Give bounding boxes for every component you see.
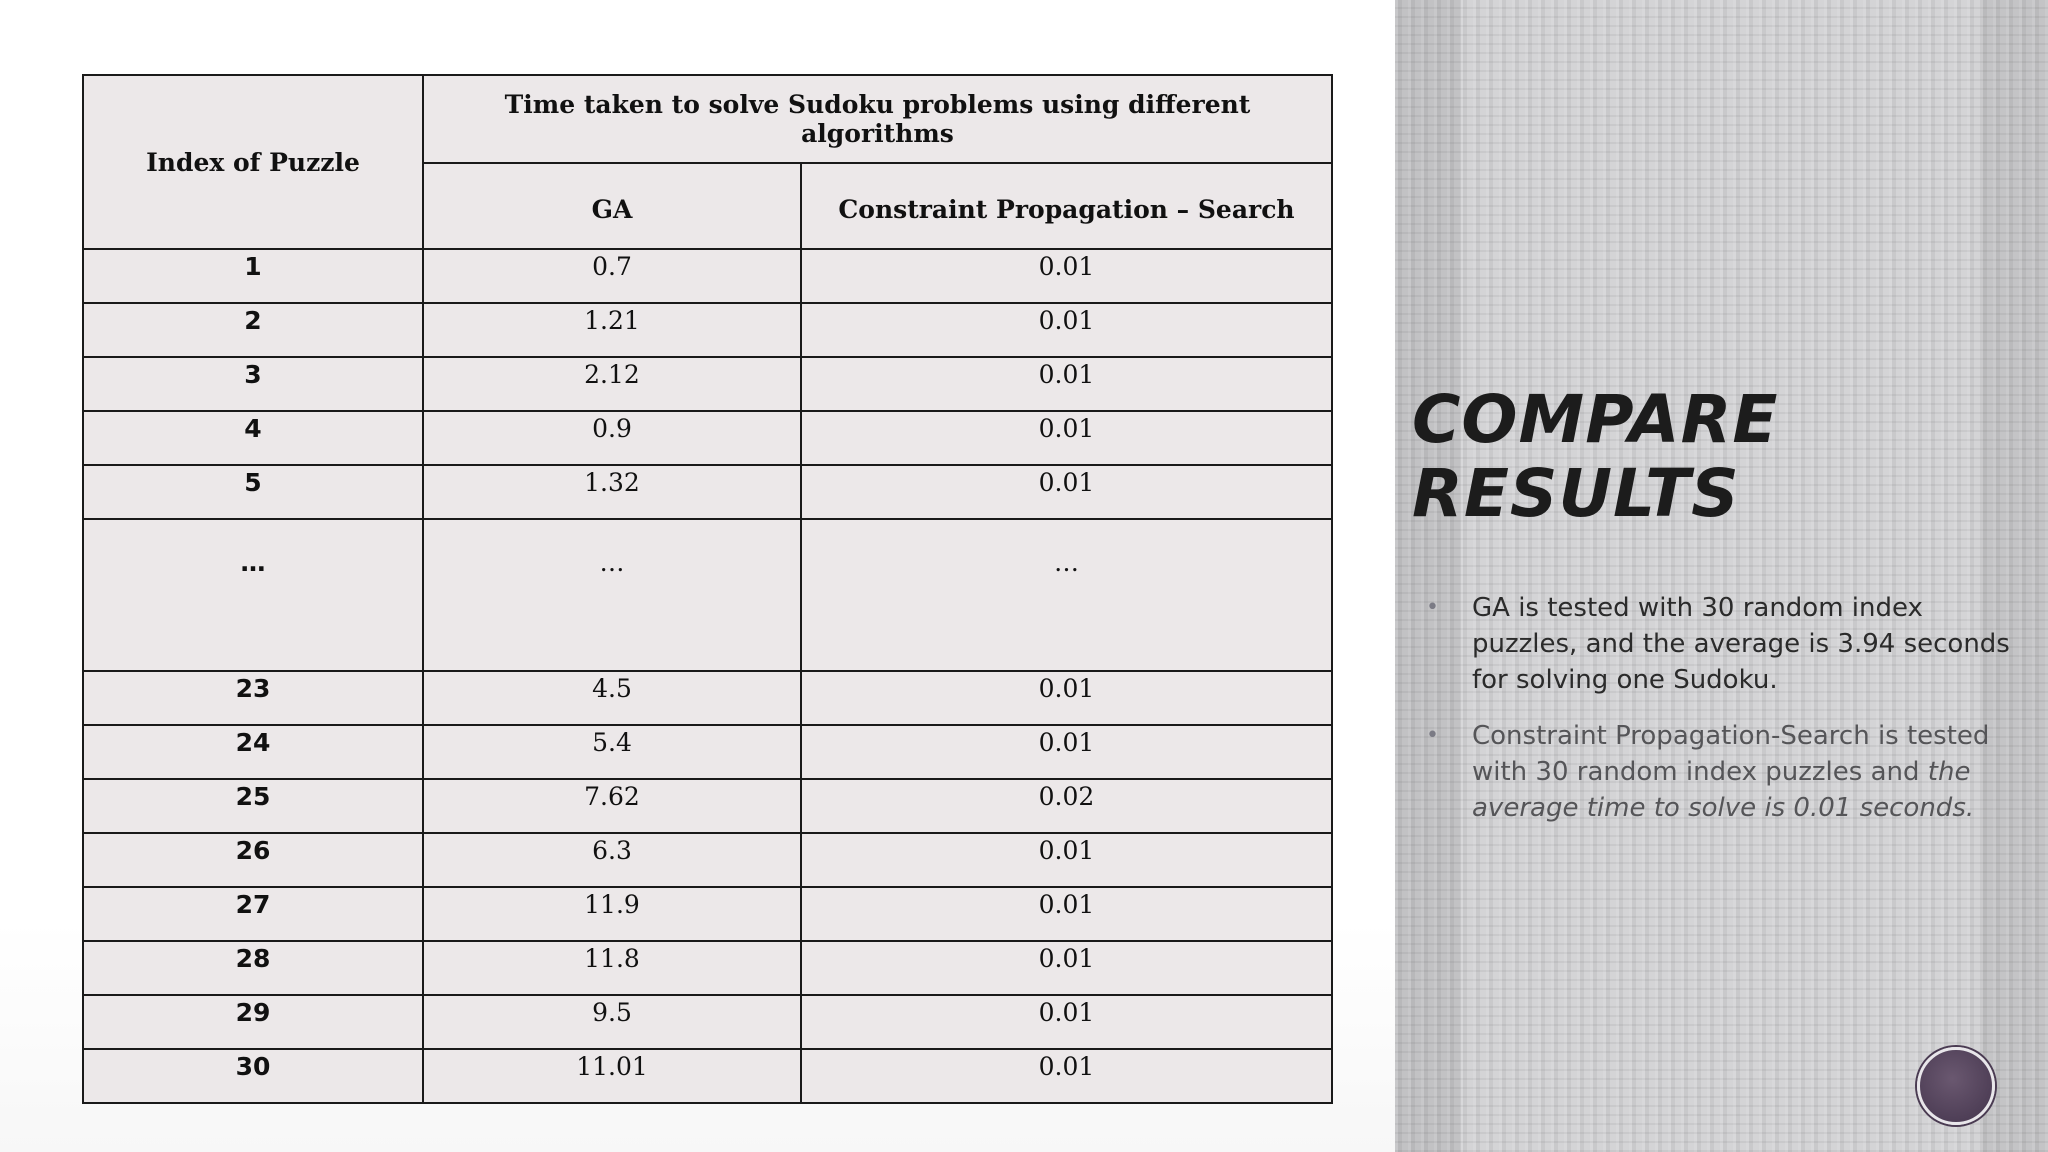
index-cell: 29 — [83, 995, 423, 1049]
index-cell: 23 — [83, 671, 423, 725]
ga-cell: 11.9 — [423, 887, 801, 941]
ga-cell: … — [423, 519, 801, 671]
table-row-ellipsis — [83, 519, 1332, 671]
table-row — [83, 411, 1332, 465]
index-cell: 1 — [83, 249, 423, 303]
table-row — [83, 725, 1332, 779]
index-cell: 28 — [83, 941, 423, 995]
table-row — [83, 941, 1332, 995]
cps-cell: 0.01 — [801, 725, 1332, 779]
ga-cell: 6.3 — [423, 833, 801, 887]
bullet-text: Constraint Propagation-Search is tested with 30 random index puzzles and — [1472, 721, 1990, 787]
ga-cell: 0.9 — [423, 411, 801, 465]
textured-sidebar — [1395, 0, 2048, 1152]
cps-cell: 0.02 — [801, 779, 1332, 833]
bullet-item — [1420, 590, 2020, 698]
table-row — [83, 995, 1332, 1049]
bullet-icon: • — [1426, 723, 1439, 748]
index-header: Index of Puzzle — [83, 75, 423, 249]
bullet-item — [1420, 718, 2020, 826]
ga-cell: 11.8 — [423, 941, 801, 995]
cps-cell: … — [801, 519, 1332, 671]
index-cell: 27 — [83, 887, 423, 941]
cps-header: Constraint Propagation – Search — [801, 163, 1332, 249]
index-cell: 25 — [83, 779, 423, 833]
ga-cell: 11.01 — [423, 1049, 801, 1103]
cps-cell: 0.01 — [801, 465, 1332, 519]
table-row — [83, 833, 1332, 887]
table-header-row — [83, 75, 1332, 163]
ga-cell: 4.5 — [423, 671, 801, 725]
time-header: Time taken to solve Sudoku problems using different algorithms — [423, 75, 1332, 163]
index-cell: 24 — [83, 725, 423, 779]
index-cell: … — [83, 519, 423, 671]
table-row — [83, 303, 1332, 357]
cps-cell: 0.01 — [801, 887, 1332, 941]
ga-cell: 7.62 — [423, 779, 801, 833]
index-cell: 2 — [83, 303, 423, 357]
circle-nav-button-icon[interactable] — [1917, 1047, 1995, 1125]
table-row — [83, 671, 1332, 725]
cps-cell: 0.01 — [801, 1049, 1332, 1103]
index-cell: 30 — [83, 1049, 423, 1103]
table-row — [83, 779, 1332, 833]
ga-cell: 1.32 — [423, 465, 801, 519]
cps-cell: 0.01 — [801, 671, 1332, 725]
cps-cell: 0.01 — [801, 995, 1332, 1049]
ga-cell: 5.4 — [423, 725, 801, 779]
bullet-list — [1420, 590, 2020, 846]
ga-cell: 2.12 — [423, 357, 801, 411]
ga-cell: 9.5 — [423, 995, 801, 1049]
slide-title: COMPARE RESULTS — [1412, 381, 1779, 532]
table-row — [83, 249, 1332, 303]
cps-cell: 0.01 — [801, 941, 1332, 995]
index-cell: 4 — [83, 411, 423, 465]
cps-cell: 0.01 — [801, 357, 1332, 411]
table-row — [83, 887, 1332, 941]
ga-header: GA — [423, 163, 801, 249]
ga-cell: 0.7 — [423, 249, 801, 303]
cps-cell: 0.01 — [801, 249, 1332, 303]
table-row — [83, 357, 1332, 411]
index-cell: 5 — [83, 465, 423, 519]
cps-cell: 0.01 — [801, 303, 1332, 357]
cps-cell: 0.01 — [801, 411, 1332, 465]
ga-cell: 1.21 — [423, 303, 801, 357]
results-table — [82, 74, 1333, 1104]
bullet-text-emphasis: the average time to solve is 0.01 seconds. — [1472, 757, 1975, 823]
table-row — [83, 1049, 1332, 1103]
bullet-text: GA is tested with 30 random index puzzles, and the average is 3.94 seconds for solving one Sudoku. — [1472, 593, 2010, 695]
index-cell: 3 — [83, 357, 423, 411]
table-row — [83, 465, 1332, 519]
index-cell: 26 — [83, 833, 423, 887]
cps-cell: 0.01 — [801, 833, 1332, 887]
bullet-icon: • — [1426, 595, 1439, 620]
